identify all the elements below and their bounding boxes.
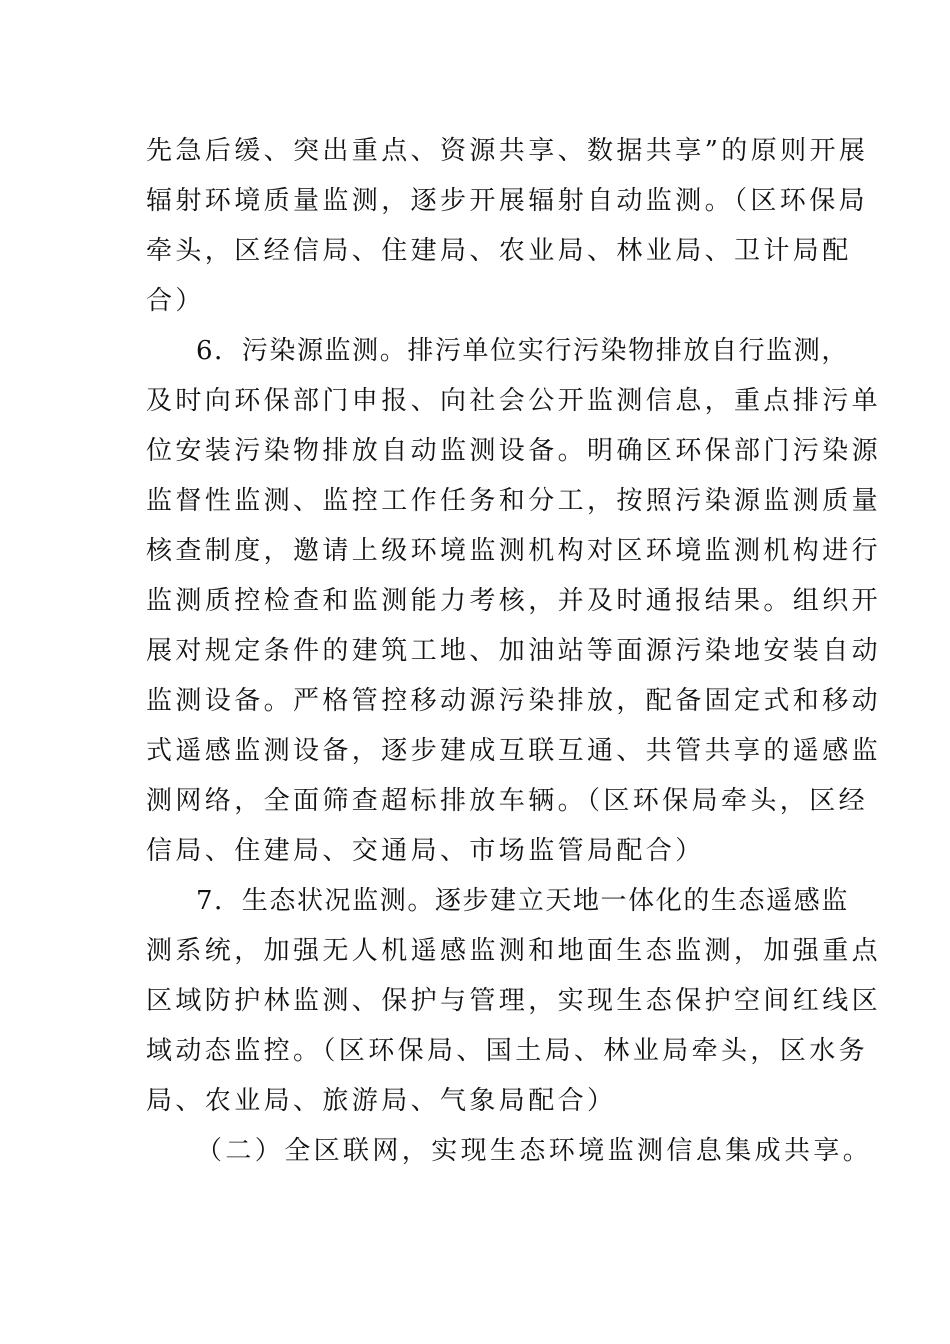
text-line-12: 监测设备。严格管控移动源污染排放，配备固定式和移动 bbox=[146, 686, 882, 716]
item-7-heading-line: 7．生态状况监测。逐步建立天地一体化的生态遥感监 bbox=[196, 886, 849, 916]
text-line-6: 及时向环保部门申报、向社会公开监测信息，重点排污单 bbox=[146, 386, 882, 416]
text-line-18: 区域防护林监测、保护与管理，实现生态保护空间红线区 bbox=[146, 986, 882, 1016]
text-line-3: 牵头，区经信局、住建局、农业局、林业局、卫计局配 bbox=[146, 236, 852, 266]
item-6-heading-line: 6．污染源监测。排污单位实行污染物排放自行监测， bbox=[196, 336, 849, 366]
text-line-17: 测系统，加强无人机遥感监测和地面生态监测，加强重点 bbox=[146, 936, 882, 966]
text-line-4: 合） bbox=[146, 286, 205, 316]
text-line-14: 测网络，全面筛查超标排放车辆。（区环保局牵头，区经 bbox=[146, 786, 869, 816]
text-line-10: 监测质控检查和监测能力考核，并及时通报结果。组织开 bbox=[146, 586, 882, 616]
section-heading-2: （二）全区联网，实现生态环境监测信息集成共享。 bbox=[196, 1136, 873, 1166]
text-line-20: 局、农业局、旅游局、气象局配合） bbox=[146, 1086, 617, 1116]
text-line-15: 信局、住建局、交通局、市场监管局配合） bbox=[146, 836, 705, 866]
text-line-9: 核查制度，邀请上级环境监测机构对区环境监测机构进行 bbox=[146, 536, 882, 566]
text-line-11: 展对规定条件的建筑工地、加油站等面源污染地安装自动 bbox=[146, 636, 882, 666]
text-line-2: 辐射环境质量监测，逐步开展辐射自动监测。（区环保局 bbox=[146, 186, 869, 216]
text-line-7: 位安装污染物排放自动监测设备。明确区环保部门污染源 bbox=[146, 436, 882, 466]
text-line-8: 监督性监测、监控工作任务和分工，按照污染源监测质量 bbox=[146, 486, 882, 516]
text-line-19: 域动态监控。（区环保局、国土局、林业局牵头，区水务 bbox=[146, 1036, 869, 1066]
text-line-1: 先急后缓、突出重点、资源共享、数据共享”的原则开展 bbox=[146, 136, 869, 166]
text-line-13: 式遥感监测设备，逐步建成互联互通、共管共享的遥感监 bbox=[146, 736, 882, 766]
